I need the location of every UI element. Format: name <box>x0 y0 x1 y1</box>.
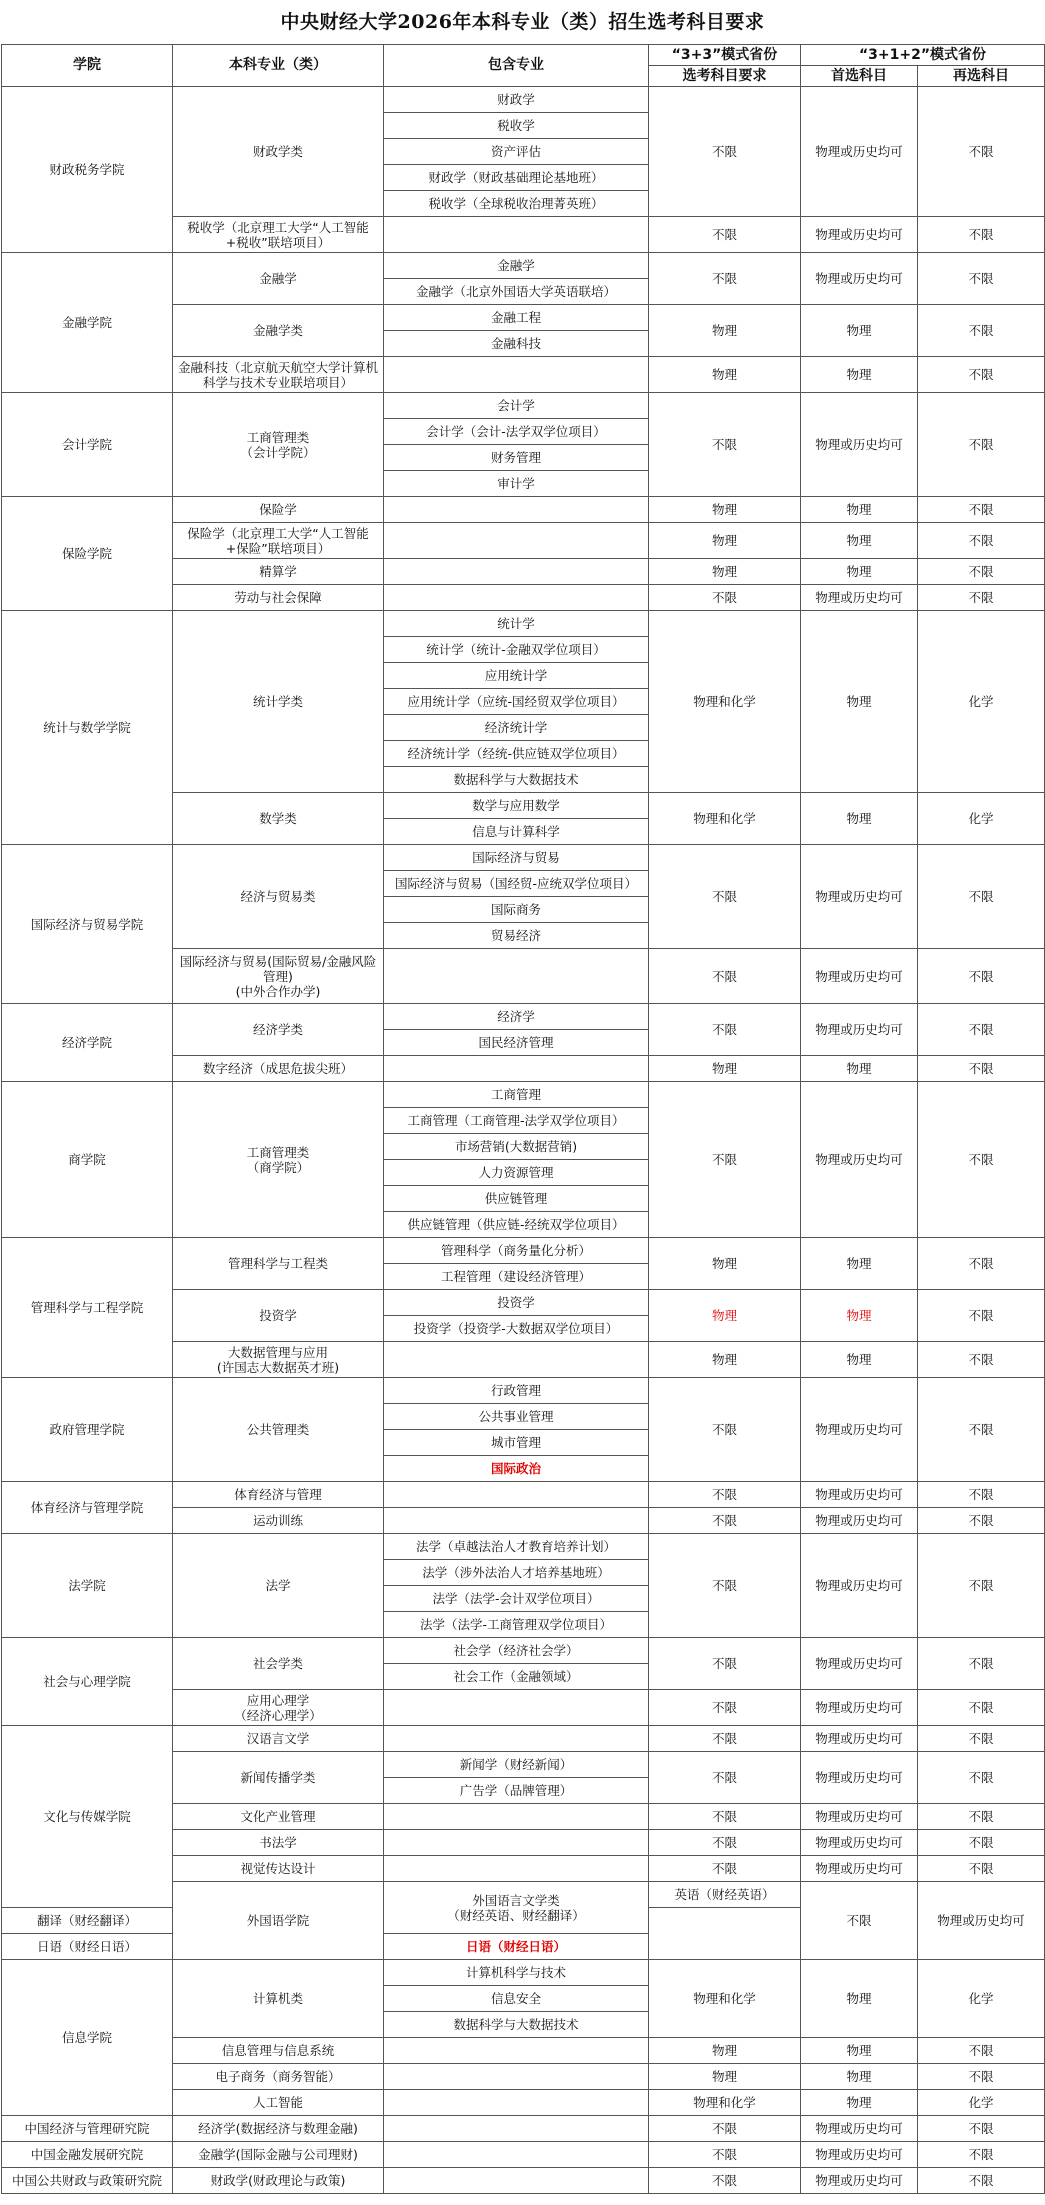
table-cell: 书法学 <box>173 1830 384 1856</box>
table-cell: 法学 <box>173 1534 384 1638</box>
table-cell: 不限 <box>918 1238 1045 1290</box>
table-cell: 金融学类 <box>173 305 384 357</box>
table-cell: 工商管理（工商管理-法学双学位项目） <box>384 1108 649 1134</box>
table-cell <box>384 2064 649 2090</box>
table-cell: 不限 <box>649 1804 801 1830</box>
table-cell: 物理和化学 <box>649 793 801 845</box>
table-cell: 不限 <box>918 949 1045 1004</box>
table-cell: 管理科学与工程类 <box>173 1238 384 1290</box>
header-major-class: 本科专业（类） <box>173 45 384 87</box>
table-cell: 物理或历史均可 <box>801 1726 918 1752</box>
table-cell: 不限 <box>918 1804 1045 1830</box>
table-cell: 金融学院 <box>2 253 173 393</box>
table-cell <box>384 1804 649 1830</box>
table-cell: 物理或历史均可 <box>801 585 918 611</box>
header-requirement: 选考科目要求 <box>649 66 801 87</box>
table-cell: 物理或历史均可 <box>801 217 918 253</box>
table-cell <box>384 1726 649 1752</box>
table-row <box>2 1638 1045 1664</box>
table-cell: 中国金融发展研究院 <box>2 2142 173 2168</box>
table-cell: 工程管理（建设经济管理） <box>384 1264 649 1290</box>
table-row <box>2 253 1045 279</box>
table-cell: 物理 <box>649 2064 801 2090</box>
table-cell: 日语（财经日语） <box>2 1934 173 1960</box>
table-cell: 经济学类 <box>173 1004 384 1056</box>
table-cell: 不限 <box>918 1752 1045 1804</box>
table-cell: 不限 <box>649 1856 801 1882</box>
table-row <box>2 1960 1045 1986</box>
table-cell: 统计学类 <box>173 611 384 793</box>
table-cell: 供应链管理（供应链-经统双学位项目） <box>384 1212 649 1238</box>
table-row <box>2 2168 1045 2194</box>
table-cell: 运动训练 <box>173 1508 384 1534</box>
table-cell: 物理 <box>801 1960 918 2038</box>
table-cell: 物理 <box>801 1290 918 1342</box>
table-cell: 投资学 <box>173 1290 384 1342</box>
table-cell: 物理或历史均可 <box>801 2142 918 2168</box>
table-cell: 物理或历史均可 <box>801 87 918 217</box>
table-row <box>2 1534 1045 1560</box>
table-cell <box>384 1508 649 1534</box>
table-cell: 英语（财经英语） <box>649 1882 801 1908</box>
table-cell: 工商管理类 （会计学院） <box>173 393 384 497</box>
table-cell: 物理或历史均可 <box>801 1690 918 1726</box>
table-cell: 经济统计学（经统-供应链双学位项目） <box>384 741 649 767</box>
table-cell: 法学（涉外法治人才培养基地班） <box>384 1560 649 1586</box>
table-cell: 数据科学与大数据技术 <box>384 767 649 793</box>
table-cell: 经济学(数据经济与数理金融) <box>173 2116 384 2142</box>
table-cell: 国际经济与贸易（国经贸-应统双学位项目） <box>384 871 649 897</box>
table-cell: 金融学(国际金融与公司理财) <box>173 2142 384 2168</box>
table-cell: 统计学 <box>384 611 649 637</box>
table-cell: 工商管理类 （商学院） <box>173 1082 384 1238</box>
page-title: 中央财经大学2026年本科专业（类）招生选考科目要求 <box>280 11 765 33</box>
header-second-subject: 再选科目 <box>918 66 1045 87</box>
table-cell: 不限 <box>918 2116 1045 2142</box>
table-row <box>2 1082 1045 1108</box>
table-cell: 物理或历史均可 <box>801 845 918 949</box>
table-cell: 不限 <box>918 2142 1045 2168</box>
table-cell: 不限 <box>649 1830 801 1856</box>
table-cell: 金融学 <box>384 253 649 279</box>
table-cell: 社会与心理学院 <box>2 1638 173 1726</box>
table-cell: 物理 <box>801 2064 918 2090</box>
table-row <box>2 1238 1045 1264</box>
table-cell: 不限 <box>918 1378 1045 1482</box>
table-row <box>2 2116 1045 2142</box>
table-cell: 物理或历史均可 <box>801 1752 918 1804</box>
table-cell: 物理 <box>801 793 918 845</box>
table-cell: 城市管理 <box>384 1430 649 1456</box>
table-cell: 不限 <box>918 585 1045 611</box>
table-cell: 物理或历史均可 <box>801 1482 918 1508</box>
table-cell: 经济学 <box>384 1004 649 1030</box>
table-cell: 金融科技（北京航天航空大学计算机科学与技术专业联培项目） <box>173 357 384 393</box>
table-cell: 资产评估 <box>384 139 649 165</box>
table-cell: 不限 <box>918 2168 1045 2194</box>
table-cell: 不限 <box>918 2064 1045 2090</box>
table-cell: 国际政治 <box>384 1456 649 1482</box>
table-cell: 广告学（品牌管理） <box>384 1778 649 1804</box>
table-cell: 物理或历史均可 <box>801 393 918 497</box>
table-cell: 物理 <box>649 2038 801 2064</box>
table-cell: 物理 <box>649 305 801 357</box>
table-cell: 金融学（北京外国语大学英语联培） <box>384 279 649 305</box>
table-cell: 金融科技 <box>384 331 649 357</box>
table-cell: 物理 <box>649 523 801 559</box>
table-cell: 金融学 <box>173 253 384 305</box>
table-row <box>2 611 1045 637</box>
table-cell <box>384 1690 649 1726</box>
table-cell: 金融工程 <box>384 305 649 331</box>
table-cell: 物理和化学 <box>649 611 801 793</box>
table-cell: 不限 <box>649 1482 801 1508</box>
header-mode-3-3: “3+3”模式省份 <box>649 45 801 66</box>
table-cell: 不限 <box>918 1508 1045 1534</box>
table-cell: 物理或历史均可 <box>801 1082 918 1238</box>
table-cell: 不限 <box>649 1508 801 1534</box>
table-cell: 计算机类 <box>173 1960 384 2038</box>
table-row <box>2 1378 1045 1404</box>
table-cell <box>384 949 649 1004</box>
table-cell: 信息与计算科学 <box>384 819 649 845</box>
table-cell: 物理 <box>801 1342 918 1378</box>
table-cell: 外国语言文学类 （财经英语、财经翻译） <box>384 1882 649 1934</box>
table-cell: 物理或历史均可 <box>801 253 918 305</box>
table-cell: 不限 <box>649 585 801 611</box>
table-cell: 外国语学院 <box>173 1882 384 1960</box>
table-row <box>2 2142 1045 2168</box>
table-cell: 不限 <box>918 1856 1045 1882</box>
table-cell: 精算学 <box>173 559 384 585</box>
table-cell <box>384 559 649 585</box>
table-cell: 法学（法学-工商管理双学位项目） <box>384 1612 649 1638</box>
table-cell: 物理 <box>801 523 918 559</box>
table-cell: 社会学（经济社会学） <box>384 1638 649 1664</box>
table-cell: 会计学（会计-法学双学位项目） <box>384 419 649 445</box>
table-cell: 人工智能 <box>173 2090 384 2116</box>
table-cell: 物理或历史均可 <box>801 1508 918 1534</box>
table-cell: 应用统计学 <box>384 663 649 689</box>
table-cell: 信息学院 <box>2 1960 173 2116</box>
table-cell: 数字经济（成思危拔尖班） <box>173 1056 384 1082</box>
table-cell: 财政税务学院 <box>2 87 173 253</box>
table-cell: 翻译（财经翻译） <box>2 1908 173 1934</box>
table-cell: 物理和化学 <box>649 1960 801 2038</box>
header-college: 学院 <box>2 45 173 87</box>
table-cell: 化学 <box>918 2090 1045 2116</box>
table-cell: 商学院 <box>2 1082 173 1238</box>
table-cell: 不限 <box>801 1882 918 1960</box>
subject-requirements-table <box>1 44 1045 2194</box>
table-cell: 物理或历史均可 <box>801 1830 918 1856</box>
table-cell <box>384 217 649 253</box>
table-cell: 物理或历史均可 <box>801 1534 918 1638</box>
table-cell: 不限 <box>649 87 801 217</box>
table-cell: 物理 <box>649 559 801 585</box>
table-cell: 税收学（全球税收治理菁英班） <box>384 191 649 217</box>
table-cell: 公共事业管理 <box>384 1404 649 1430</box>
table-row <box>2 845 1045 871</box>
table-cell: 物理或历史均可 <box>918 1882 1045 1960</box>
table-cell: 不限 <box>649 2142 801 2168</box>
table-cell <box>384 1482 649 1508</box>
table-cell: 不限 <box>649 1378 801 1482</box>
table-cell: 保险学院 <box>2 497 173 611</box>
table-cell: 不限 <box>918 497 1045 523</box>
table-cell: 不限 <box>918 393 1045 497</box>
table-cell: 数据科学与大数据技术 <box>384 2012 649 2038</box>
table-cell: 计算机科学与技术 <box>384 1960 649 1986</box>
table-cell: 不限 <box>918 1534 1045 1638</box>
table-cell: 经济与贸易类 <box>173 845 384 949</box>
table-cell: 不限 <box>649 1726 801 1752</box>
table-cell: 劳动与社会保障 <box>173 585 384 611</box>
table-cell: 物理或历史均可 <box>801 1004 918 1056</box>
table-cell: 国际商务 <box>384 897 649 923</box>
table-cell: 不限 <box>918 1638 1045 1690</box>
table-cell: 不限 <box>649 845 801 949</box>
table-cell: 财政学（财政基础理论基地班） <box>384 165 649 191</box>
table-cell: 化学 <box>918 1960 1045 2038</box>
table-cell: 文化与传媒学院 <box>2 1726 173 1908</box>
table-cell: 不限 <box>918 217 1045 253</box>
table-cell: 不限 <box>649 949 801 1004</box>
table-cell: 物理 <box>801 611 918 793</box>
table-cell: 财政学类 <box>173 87 384 217</box>
table-row <box>2 1004 1045 1030</box>
table-cell: 物理 <box>649 1056 801 1082</box>
table-cell: 不限 <box>918 87 1045 217</box>
table-cell: 物理 <box>801 1056 918 1082</box>
table-cell: 市场营销(大数据营销) <box>384 1134 649 1160</box>
table-cell: 物理 <box>801 305 918 357</box>
table-cell: 物理 <box>649 357 801 393</box>
table-cell: 不限 <box>918 1726 1045 1752</box>
table-cell: 管理科学（商务量化分析） <box>384 1238 649 1264</box>
table-cell: 物理或历史均可 <box>801 1856 918 1882</box>
table-cell: 不限 <box>918 2038 1045 2064</box>
table-row <box>2 497 1045 523</box>
table-cell: 化学 <box>918 793 1045 845</box>
table-cell: 不限 <box>918 357 1045 393</box>
table-cell <box>384 2038 649 2064</box>
table-cell: 不限 <box>649 253 801 305</box>
table-cell: 大数据管理与应用 (许国志大数据英才班) <box>173 1342 384 1378</box>
table-cell: 法学（卓越法治人才教育培养计划） <box>384 1534 649 1560</box>
table-cell: 不限 <box>649 217 801 253</box>
table-row <box>2 1726 1045 1752</box>
header-mode-3-1-2: “3+1+2”模式省份 <box>801 45 1045 66</box>
table-cell: 保险学（北京理工大学“人工智能+保险”联培项目） <box>173 523 384 559</box>
table-cell: 会计学 <box>384 393 649 419</box>
table-cell: 法学院 <box>2 1534 173 1638</box>
table-cell: 贸易经济 <box>384 923 649 949</box>
table-cell: 文化产业管理 <box>173 1804 384 1830</box>
table-cell: 物理或历史均可 <box>801 949 918 1004</box>
table-cell: 保险学 <box>173 497 384 523</box>
table-cell: 物理和化学 <box>649 2090 801 2116</box>
table-cell: 审计学 <box>384 471 649 497</box>
table-cell: 中国经济与管理研究院 <box>2 2116 173 2142</box>
table-cell: 政府管理学院 <box>2 1378 173 1482</box>
table-cell <box>384 1830 649 1856</box>
table-cell: 人力资源管理 <box>384 1160 649 1186</box>
table-cell: 不限 <box>918 1830 1045 1856</box>
table-cell: 经济统计学 <box>384 715 649 741</box>
table-cell: 体育经济与管理学院 <box>2 1482 173 1534</box>
table-cell: 不限 <box>649 1752 801 1804</box>
table-cell: 管理科学与工程学院 <box>2 1238 173 1378</box>
table-cell: 社会工作（金融领域） <box>384 1664 649 1690</box>
table-cell: 应用统计学（应统-国经贸双学位项目） <box>384 689 649 715</box>
table-cell: 应用心理学 （经济心理学） <box>173 1690 384 1726</box>
table-cell: 不限 <box>649 2168 801 2194</box>
table-cell: 不限 <box>918 845 1045 949</box>
table-cell: 公共管理类 <box>173 1378 384 1482</box>
table-cell <box>384 2168 649 2194</box>
table-cell: 经济学院 <box>2 1004 173 1082</box>
table-cell: 物理 <box>801 497 918 523</box>
table-cell <box>384 2090 649 2116</box>
table-cell <box>384 523 649 559</box>
table-cell: 物理 <box>649 1342 801 1378</box>
table-cell: 物理或历史均可 <box>801 2168 918 2194</box>
table-cell: 化学 <box>918 611 1045 793</box>
table-cell: 不限 <box>918 523 1045 559</box>
table-cell: 不限 <box>918 1056 1045 1082</box>
table-cell: 物理 <box>801 357 918 393</box>
table-cell: 国民经济管理 <box>384 1030 649 1056</box>
table-cell: 数学类 <box>173 793 384 845</box>
table-cell: 供应链管理 <box>384 1186 649 1212</box>
table-cell <box>384 2142 649 2168</box>
table-cell: 数学与应用数学 <box>384 793 649 819</box>
table-cell: 物理 <box>801 559 918 585</box>
table-cell: 信息管理与信息系统 <box>173 2038 384 2064</box>
table-cell: 投资学（投资学-大数据双学位项目） <box>384 1316 649 1342</box>
table-cell: 物理或历史均可 <box>801 2116 918 2142</box>
table-cell: 电子商务（商务智能） <box>173 2064 384 2090</box>
table-cell: 统计学（统计-金融双学位项目） <box>384 637 649 663</box>
table-cell: 不限 <box>918 1690 1045 1726</box>
table-cell <box>384 1056 649 1082</box>
table-cell: 视觉传达设计 <box>173 1856 384 1882</box>
table-cell <box>384 1856 649 1882</box>
table-cell: 物理或历史均可 <box>801 1378 918 1482</box>
table-cell <box>384 585 649 611</box>
table-cell: 新闻学（财经新闻） <box>384 1752 649 1778</box>
table-cell: 不限 <box>918 253 1045 305</box>
table-cell: 物理 <box>649 1238 801 1290</box>
table-cell: 物理或历史均可 <box>801 1638 918 1690</box>
table-cell: 社会学类 <box>173 1638 384 1690</box>
table-cell: 物理或历史均可 <box>801 1804 918 1830</box>
table-cell: 物理 <box>801 2090 918 2116</box>
table-cell: 财务管理 <box>384 445 649 471</box>
table-cell: 不限 <box>918 1290 1045 1342</box>
header-first-subject: 首选科目 <box>801 66 918 87</box>
table-cell: 中国公共财政与政策研究院 <box>2 2168 173 2194</box>
table-cell: 不限 <box>649 1082 801 1238</box>
table-cell: 物理 <box>649 497 801 523</box>
table-cell: 国际经济与贸易 <box>384 845 649 871</box>
header-row <box>2 45 1045 66</box>
table-cell: 投资学 <box>384 1290 649 1316</box>
table-cell: 税收学（北京理工大学“人工智能+税收”联培项目） <box>173 217 384 253</box>
table-cell: 物理 <box>801 2038 918 2064</box>
table-cell: 不限 <box>649 1638 801 1690</box>
table-cell: 会计学院 <box>2 393 173 497</box>
table-cell: 行政管理 <box>384 1378 649 1404</box>
table-cell: 汉语言文学 <box>173 1726 384 1752</box>
table-row <box>2 393 1045 419</box>
table-cell: 信息安全 <box>384 1986 649 2012</box>
table-row <box>2 87 1045 113</box>
table-cell <box>384 2116 649 2142</box>
table-cell: 不限 <box>918 1342 1045 1378</box>
table-cell: 不限 <box>918 1082 1045 1238</box>
table-cell <box>384 357 649 393</box>
header-includes: 包含专业 <box>384 45 649 87</box>
table-cell: 财政学(财政理论与政策) <box>173 2168 384 2194</box>
table-cell: 法学（法学-会计双学位项目） <box>384 1586 649 1612</box>
table-cell: 财政学 <box>384 87 649 113</box>
table-cell: 不限 <box>649 1004 801 1056</box>
table-cell: 税收学 <box>384 113 649 139</box>
table-cell: 统计与数学学院 <box>2 611 173 845</box>
table-cell: 不限 <box>918 1482 1045 1508</box>
table-cell: 体育经济与管理 <box>173 1482 384 1508</box>
table-cell: 不限 <box>918 559 1045 585</box>
table-cell: 物理 <box>649 1290 801 1342</box>
table-cell <box>384 497 649 523</box>
table-cell: 不限 <box>649 1690 801 1726</box>
table-cell <box>384 1342 649 1378</box>
table-cell: 不限 <box>918 305 1045 357</box>
table-cell: 不限 <box>649 393 801 497</box>
table-cell: 不限 <box>649 2116 801 2142</box>
table-row <box>2 1482 1045 1508</box>
table-cell: 国际经济与贸易学院 <box>2 845 173 1004</box>
table-cell: 工商管理 <box>384 1082 649 1108</box>
table-cell: 物理 <box>801 1238 918 1290</box>
table-cell: 不限 <box>918 1004 1045 1056</box>
table-cell: 新闻传播学类 <box>173 1752 384 1804</box>
table-cell: 日语（财经日语） <box>384 1934 649 1960</box>
table-cell: 国际经济与贸易(国际贸易/金融风险管理) (中外合作办学) <box>173 949 384 1004</box>
table-cell: 不限 <box>649 1534 801 1638</box>
table-body <box>2 87 1045 2194</box>
